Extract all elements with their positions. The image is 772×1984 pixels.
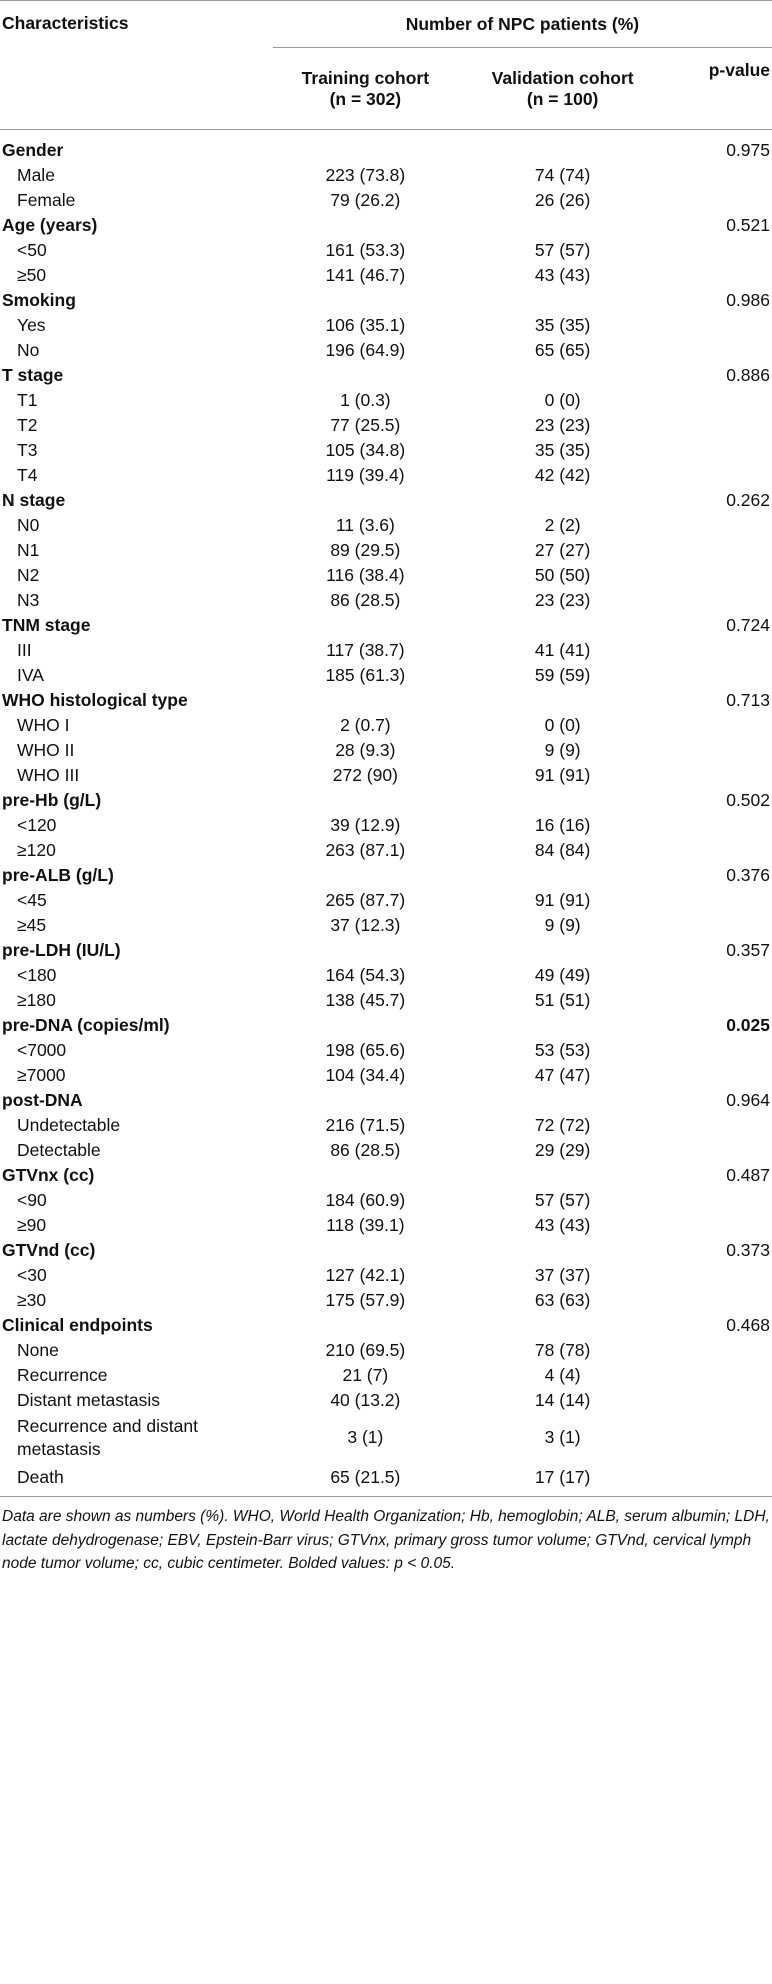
table-row [0, 388, 772, 413]
row-pvalue [667, 1338, 772, 1363]
row-validation-value: 27 (27) [534, 540, 591, 560]
row-training-value [273, 1163, 458, 1188]
row-validation-value: 78 (78) [534, 1340, 591, 1360]
row-validation-value: 65 (65) [534, 340, 591, 360]
row-label: <120 [17, 815, 57, 835]
row-label: <50 [17, 240, 47, 260]
table-row [0, 888, 772, 913]
row-pvalue: 0.713 [726, 690, 770, 710]
row-pvalue [667, 1388, 772, 1413]
row-pvalue [667, 1462, 772, 1497]
row-training-value [273, 213, 458, 238]
table-row [0, 1113, 772, 1138]
row-validation-value: 43 (43) [534, 1215, 591, 1235]
table-group-row [0, 130, 772, 164]
row-label: pre-ALB (g/L) [2, 865, 114, 885]
table-row [0, 1213, 772, 1238]
row-label: IVA [17, 665, 44, 685]
row-training-value: 86 (28.5) [330, 590, 401, 610]
table-row [0, 163, 772, 188]
row-training-value: 141 (46.7) [325, 265, 406, 285]
table-row [0, 538, 772, 563]
table-row [0, 663, 772, 688]
table-row [0, 713, 772, 738]
row-label: ≥180 [17, 990, 56, 1010]
table-row [0, 563, 772, 588]
row-validation-value: 91 (91) [534, 890, 591, 910]
row-training-value: 2 (0.7) [340, 715, 391, 735]
row-label: N1 [17, 540, 40, 560]
table-row [0, 1063, 772, 1088]
row-label: N stage [2, 490, 66, 510]
row-pvalue: 0.724 [726, 615, 770, 635]
row-validation-value: 47 (47) [534, 1065, 591, 1085]
row-label: pre-DNA (copies/ml) [2, 1015, 170, 1035]
row-training-value: 138 (45.7) [325, 990, 406, 1010]
header-row-top [0, 1, 772, 48]
row-training-value: 77 (25.5) [330, 415, 401, 435]
row-pvalue: 0.373 [726, 1240, 770, 1260]
table-row [0, 1038, 772, 1063]
row-pvalue [667, 263, 772, 288]
row-validation-value [458, 1163, 668, 1188]
row-label: ≥50 [17, 265, 47, 285]
row-validation-value: 63 (63) [534, 1290, 591, 1310]
table-row [0, 1138, 772, 1163]
row-training-value: 196 (64.9) [325, 340, 406, 360]
table-row [0, 513, 772, 538]
row-pvalue [667, 1138, 772, 1163]
row-validation-value: 29 (29) [534, 1140, 591, 1160]
header-training [273, 48, 458, 130]
row-label: ≥7000 [17, 1065, 66, 1085]
row-validation-value: 42 (42) [534, 465, 591, 485]
table-row [0, 988, 772, 1013]
row-validation-value: 23 (23) [534, 590, 591, 610]
table-group-row [0, 213, 772, 238]
row-validation-value [458, 130, 668, 164]
row-pvalue: 0.521 [726, 215, 770, 235]
row-pvalue: 0.986 [726, 290, 770, 310]
row-validation-value: 49 (49) [534, 965, 591, 985]
row-training-value: 79 (26.2) [330, 190, 401, 210]
row-validation-value [458, 1238, 668, 1263]
table-row [0, 763, 772, 788]
row-validation-value [458, 363, 668, 388]
row-label: N0 [17, 515, 40, 535]
header-training-label: Training cohort [301, 67, 430, 88]
row-label: Distant metastasis [17, 1390, 160, 1410]
table-group-row [0, 1013, 772, 1038]
row-label: No [17, 340, 40, 360]
row-validation-value: 0 (0) [544, 390, 581, 410]
row-label: ≥90 [17, 1215, 47, 1235]
row-validation-value: 23 (23) [534, 415, 591, 435]
table-group-row [0, 363, 772, 388]
row-label: Smoking [2, 290, 76, 310]
row-validation-value: 9 (9) [544, 740, 581, 760]
table-row [0, 338, 772, 363]
row-label: <90 [17, 1190, 47, 1210]
table-row [0, 963, 772, 988]
row-label: Death [0, 1462, 273, 1497]
row-validation-value [458, 1013, 668, 1038]
row-label: TNM stage [2, 615, 91, 635]
row-label: <30 [17, 1265, 47, 1285]
row-validation-value: 57 (57) [534, 240, 591, 260]
row-training-value: 216 (71.5) [325, 1115, 406, 1135]
row-validation-value: 41 (41) [534, 640, 591, 660]
row-training-value [273, 863, 458, 888]
row-validation-value [458, 863, 668, 888]
row-training-value: 210 (69.5) [325, 1340, 406, 1360]
row-label: Detectable [17, 1140, 101, 1160]
row-pvalue: 0.964 [726, 1090, 770, 1110]
row-pvalue [667, 1288, 772, 1313]
table-group-row [0, 488, 772, 513]
row-pvalue [667, 1413, 772, 1462]
row-training-value: 117 (38.7) [326, 640, 405, 660]
row-training-value [273, 1238, 458, 1263]
row-label: Female [17, 190, 76, 210]
row-validation-value [458, 213, 668, 238]
row-validation-value: 35 (35) [534, 315, 591, 335]
table-row [0, 1363, 772, 1388]
row-training-value: 119 (39.4) [326, 465, 405, 485]
table-row [0, 588, 772, 613]
table-group-row [0, 1088, 772, 1113]
row-label: WHO I [17, 715, 70, 735]
row-pvalue [667, 338, 772, 363]
row-label: Clinical endpoints [2, 1315, 153, 1335]
row-pvalue [667, 563, 772, 588]
table-group-row [0, 1313, 772, 1338]
row-pvalue [667, 663, 772, 688]
row-pvalue: 0.487 [726, 1165, 770, 1185]
row-validation-value: 4 (4) [544, 1365, 581, 1385]
table-group-row [0, 688, 772, 713]
row-validation-value: 37 (37) [534, 1265, 591, 1285]
row-label: Male [17, 165, 55, 185]
table-group-row [0, 1238, 772, 1263]
table-group-row [0, 938, 772, 963]
row-label: WHO histological type [2, 690, 188, 710]
header-group-title: Number of NPC patients (%) [273, 1, 772, 48]
row-label: <45 [17, 890, 47, 910]
table-group-row [0, 863, 772, 888]
row-validation-value: 35 (35) [534, 440, 591, 460]
row-validation-value [458, 288, 668, 313]
table-row [0, 913, 772, 938]
row-pvalue: 0.468 [726, 1315, 770, 1335]
row-validation-value [458, 788, 668, 813]
row-label: T1 [17, 390, 38, 410]
row-pvalue [667, 1363, 772, 1388]
row-label: GTVnd (cc) [2, 1240, 96, 1260]
row-pvalue [667, 438, 772, 463]
table-row [0, 238, 772, 263]
header-validation-n: (n = 100) [526, 88, 599, 109]
row-validation-value: 16 (16) [534, 815, 591, 835]
row-training-value [273, 688, 458, 713]
table-row [0, 1288, 772, 1313]
row-pvalue [667, 388, 772, 413]
row-training-value [273, 1088, 458, 1113]
row-validation-value: 50 (50) [534, 565, 591, 585]
table-group-row [0, 288, 772, 313]
table-group-row [0, 788, 772, 813]
row-training-value [273, 1013, 458, 1038]
row-label: None [17, 1340, 59, 1360]
row-label: T stage [2, 365, 64, 385]
row-label: T4 [17, 465, 38, 485]
row-pvalue [667, 163, 772, 188]
row-training-value [273, 938, 458, 963]
header-validation [458, 48, 668, 130]
row-label: T3 [17, 440, 38, 460]
row-training-value [273, 613, 458, 638]
row-training-value: 3 (1) [347, 1427, 384, 1447]
row-label: T2 [17, 415, 38, 435]
row-training-value [273, 130, 458, 164]
table-row [0, 838, 772, 863]
row-training-value: 28 (9.3) [335, 740, 396, 760]
row-pvalue: 0.502 [726, 790, 770, 810]
table-row [0, 313, 772, 338]
row-training-value: 127 (42.1) [325, 1265, 406, 1285]
row-label: pre-LDH (IU/L) [2, 940, 121, 960]
row-validation-value: 53 (53) [534, 1040, 591, 1060]
row-training-value: 198 (65.6) [325, 1040, 406, 1060]
row-validation-value [458, 688, 668, 713]
row-training-value: 86 (28.5) [330, 1140, 401, 1160]
row-training-value: 161 (53.3) [325, 240, 406, 260]
row-pvalue [667, 313, 772, 338]
row-validation-value [458, 1088, 668, 1113]
row-validation-value: 3 (1) [544, 1427, 581, 1447]
row-label: ≥30 [17, 1290, 47, 1310]
row-pvalue [667, 238, 772, 263]
row-training-value: 263 (87.1) [325, 840, 406, 860]
row-validation-value: 43 (43) [534, 265, 591, 285]
row-label: pre-Hb (g/L) [2, 790, 102, 810]
row-training-value: 89 (29.5) [330, 540, 401, 560]
row-pvalue [667, 1113, 772, 1138]
row-training-value: 1 (0.3) [340, 390, 391, 410]
row-training-value: 21 (7) [342, 1365, 389, 1385]
row-training-value [273, 363, 458, 388]
table-body [0, 130, 772, 1497]
row-validation-value: 9 (9) [544, 915, 581, 935]
row-label: Age (years) [2, 215, 98, 235]
row-training-value: 40 (13.2) [330, 1390, 401, 1410]
row-pvalue: 0.357 [726, 940, 770, 960]
row-training-value: 11 (3.6) [335, 515, 395, 535]
row-pvalue [667, 538, 772, 563]
row-training-value: 118 (39.1) [326, 1215, 405, 1235]
table-row [0, 813, 772, 838]
row-label: <7000 [17, 1040, 67, 1060]
row-validation-value: 57 (57) [534, 1190, 591, 1210]
row-training-value: 265 (87.7) [325, 890, 406, 910]
row-validation-value: 84 (84) [534, 840, 591, 860]
row-pvalue [667, 188, 772, 213]
row-pvalue [667, 1063, 772, 1088]
row-pvalue [667, 413, 772, 438]
row-validation-value: 17 (17) [458, 1462, 668, 1497]
table-row [0, 738, 772, 763]
row-training-value [273, 788, 458, 813]
row-pvalue [667, 1213, 772, 1238]
row-label: <180 [17, 965, 57, 985]
row-label: WHO II [17, 740, 75, 760]
row-pvalue [667, 988, 772, 1013]
row-training-value: 184 (60.9) [325, 1190, 406, 1210]
row-pvalue [667, 813, 772, 838]
table-row [0, 188, 772, 213]
row-training-value: 106 (35.1) [325, 315, 406, 335]
header-characteristics: Characteristics [0, 1, 273, 130]
row-label: Recurrence and distant metastasis [17, 1415, 198, 1459]
row-pvalue [667, 638, 772, 663]
row-pvalue [667, 463, 772, 488]
table-group-row [0, 613, 772, 638]
header-validation-label: Validation cohort [491, 67, 634, 88]
row-label: WHO III [17, 765, 80, 785]
row-pvalue [667, 738, 772, 763]
row-validation-value: 59 (59) [534, 665, 591, 685]
row-pvalue: 0.376 [726, 865, 770, 885]
row-training-value: 185 (61.3) [325, 665, 406, 685]
row-label: GTVnx (cc) [2, 1165, 95, 1185]
row-label: Gender [2, 140, 64, 160]
row-pvalue: 0.025 [726, 1015, 770, 1035]
row-validation-value: 51 (51) [534, 990, 591, 1010]
row-label: ≥45 [17, 915, 47, 935]
row-validation-value: 2 (2) [544, 515, 581, 535]
row-validation-value: 0 (0) [544, 715, 581, 735]
row-label: Recurrence [17, 1365, 108, 1385]
row-training-value: 104 (34.4) [325, 1065, 406, 1085]
row-training-value [273, 1313, 458, 1338]
row-label: Yes [17, 315, 46, 335]
row-validation-value: 14 (14) [534, 1390, 591, 1410]
row-training-value: 65 (21.5) [273, 1462, 458, 1497]
row-pvalue [667, 513, 772, 538]
table-row [0, 263, 772, 288]
table-row [0, 413, 772, 438]
row-training-value [273, 488, 458, 513]
row-label: N3 [17, 590, 40, 610]
row-pvalue [667, 1263, 772, 1288]
header-training-n: (n = 302) [329, 88, 402, 109]
table-row [0, 638, 772, 663]
row-pvalue [667, 588, 772, 613]
row-training-value: 37 (12.3) [330, 915, 401, 935]
table-footnote: Data are shown as numbers (%). WHO, World Health Organization; Hb, hemoglobin; ALB, serum albumin; LDH, lactate dehydrogenase; EBV, Epstein-Barr virus; GTVnx, primary gross tumor volume; GTVnd, cervical lymph node tumor volume; cc, cubic centimeter. Bolded values: p < 0.05. [2, 1508, 770, 1572]
table-row [0, 1462, 772, 1497]
row-pvalue: 0.975 [726, 140, 770, 160]
row-validation-value: 72 (72) [534, 1115, 591, 1135]
row-pvalue [667, 1038, 772, 1063]
row-validation-value [458, 938, 668, 963]
row-pvalue: 0.886 [726, 365, 770, 385]
table-row [0, 1263, 772, 1288]
row-label: N2 [17, 565, 40, 585]
table-row [0, 438, 772, 463]
table-row [0, 1188, 772, 1213]
row-validation-value [458, 488, 668, 513]
row-validation-value: 91 (91) [534, 765, 591, 785]
row-training-value: 272 (90) [332, 765, 398, 785]
row-training-value: 39 (12.9) [330, 815, 401, 835]
row-pvalue [667, 763, 772, 788]
row-training-value [273, 288, 458, 313]
row-label: III [17, 640, 32, 660]
row-pvalue [667, 888, 772, 913]
row-pvalue [667, 713, 772, 738]
row-training-value: 164 (54.3) [325, 965, 406, 985]
row-pvalue [667, 838, 772, 863]
table-row [0, 1388, 772, 1413]
row-validation-value [458, 1313, 668, 1338]
row-validation-value: 26 (26) [534, 190, 591, 210]
row-validation-value [458, 613, 668, 638]
table-group-row [0, 1163, 772, 1188]
table-row [0, 463, 772, 488]
row-training-value: 175 (57.9) [325, 1290, 406, 1310]
row-validation-value: 74 (74) [534, 165, 591, 185]
table-row [0, 1413, 772, 1462]
row-training-value: 223 (73.8) [325, 165, 406, 185]
row-pvalue [667, 963, 772, 988]
row-training-value: 105 (34.8) [325, 440, 406, 460]
row-training-value: 116 (38.4) [326, 565, 405, 585]
row-label: post-DNA [2, 1090, 83, 1110]
table-row [0, 1338, 772, 1363]
row-label: Undetectable [17, 1115, 121, 1135]
row-label: ≥120 [17, 840, 56, 860]
row-pvalue [667, 913, 772, 938]
row-pvalue: 0.262 [726, 490, 770, 510]
row-pvalue [667, 1188, 772, 1213]
header-pvalue: p-value [667, 48, 772, 130]
